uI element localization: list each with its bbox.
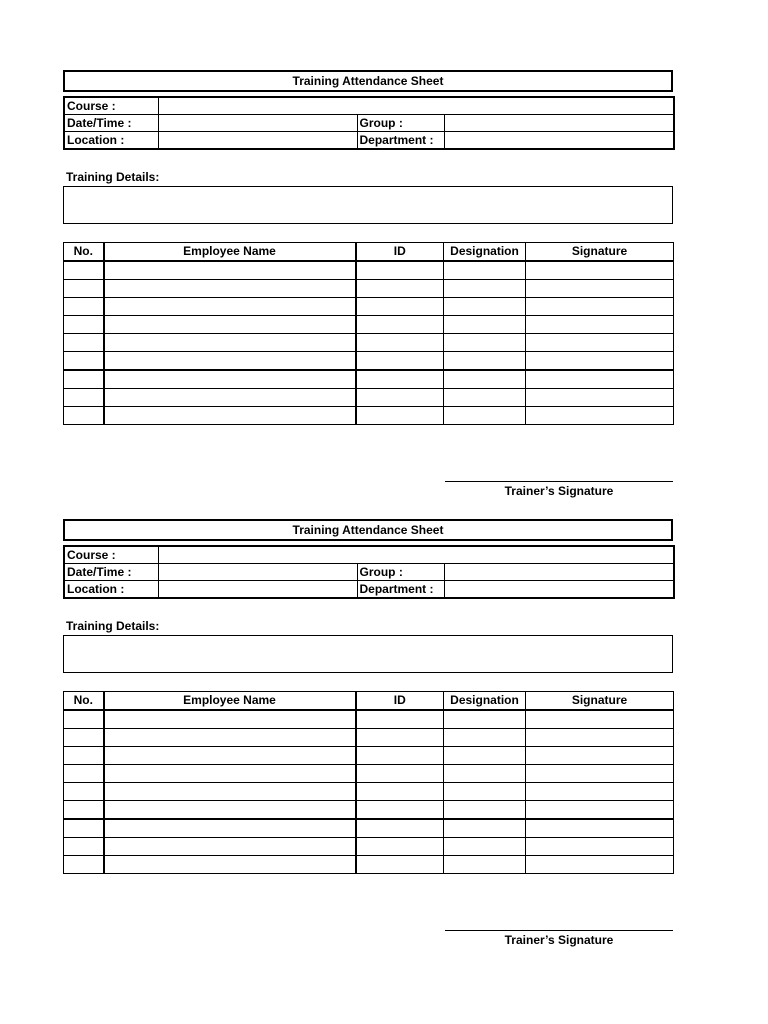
group-label: Group : [357,115,444,132]
location-label: Location : [64,132,158,150]
cell-no[interactable] [64,747,104,765]
cell-id[interactable] [356,838,444,856]
trainer-signature-label: Trainer’s Signature [504,933,614,947]
cell-no[interactable] [64,389,104,407]
location-label: Location : [64,581,158,599]
cell-signature[interactable] [526,316,674,334]
cell-designation[interactable] [444,710,526,729]
course-info-table [63,96,675,150]
cell-employee-name[interactable] [104,783,356,801]
cell-designation[interactable] [444,389,526,407]
cell-signature[interactable] [526,389,674,407]
cell-signature[interactable] [526,819,674,838]
cell-designation[interactable] [444,765,526,783]
trainer-signature-label: Trainer’s Signature [504,484,614,498]
cell-designation[interactable] [444,316,526,334]
cell-signature[interactable] [526,370,674,389]
department-label: Department : [357,132,444,150]
table-row [64,280,674,298]
location-field[interactable] [158,132,357,150]
column-header-employee-name: Employee Name [104,243,356,262]
department-label: Department : [357,581,444,599]
cell-designation[interactable] [444,819,526,838]
cell-no[interactable] [64,765,104,783]
cell-employee-name[interactable] [104,316,356,334]
cell-employee-name[interactable] [104,370,356,389]
cell-no[interactable] [64,352,104,371]
cell-no[interactable] [64,298,104,316]
table-row [64,316,674,334]
attendance-table [63,691,674,874]
cell-id[interactable] [356,352,444,371]
cell-no[interactable] [64,856,104,874]
cell-designation[interactable] [444,261,526,280]
trainer-signature-line[interactable] [445,930,673,931]
cell-signature[interactable] [526,765,674,783]
cell-signature[interactable] [526,280,674,298]
course-field[interactable] [158,546,674,564]
cell-signature[interactable] [526,729,674,747]
cell-employee-name[interactable] [104,747,356,765]
table-row [64,819,674,838]
cell-employee-name[interactable] [104,819,356,838]
cell-designation[interactable] [444,352,526,371]
column-header-signature: Signature [526,243,674,262]
course-label: Course : [64,97,158,115]
group-field[interactable] [444,115,674,132]
cell-no[interactable] [64,801,104,820]
attendance-table [63,242,674,425]
cell-signature[interactable] [526,801,674,820]
column-header-designation: Designation [444,692,526,711]
cell-id[interactable] [356,370,444,389]
cell-id[interactable] [356,729,444,747]
table-row [64,352,674,371]
table-row [64,389,674,407]
cell-employee-name[interactable] [104,334,356,352]
cell-signature[interactable] [526,783,674,801]
cell-employee-name[interactable] [104,729,356,747]
location-field[interactable] [158,581,357,599]
cell-employee-name[interactable] [104,280,356,298]
column-header-employee-name: Employee Name [104,692,356,711]
table-row [64,407,674,425]
cell-no[interactable] [64,783,104,801]
training-details-label: Training Details: [66,170,160,184]
cell-id[interactable] [356,765,444,783]
cell-signature[interactable] [526,710,674,729]
course-field[interactable] [158,97,674,115]
cell-no[interactable] [64,316,104,334]
cell-employee-name[interactable] [104,389,356,407]
cell-signature[interactable] [526,407,674,425]
cell-no[interactable] [64,729,104,747]
table-row [64,838,674,856]
course-label: Course : [64,546,158,564]
cell-signature[interactable] [526,298,674,316]
datetime-field[interactable] [158,115,357,132]
table-row [64,261,674,280]
cell-id[interactable] [356,316,444,334]
cell-employee-name[interactable] [104,856,356,874]
cell-id[interactable] [356,710,444,729]
cell-designation[interactable] [444,783,526,801]
cell-no[interactable] [64,261,104,280]
column-header-id: ID [356,243,444,262]
cell-signature[interactable] [526,856,674,874]
cell-id[interactable] [356,783,444,801]
datetime-label: Date/Time : [64,115,158,132]
department-field[interactable] [444,132,674,150]
cell-signature[interactable] [526,334,674,352]
cell-id[interactable] [356,334,444,352]
cell-designation[interactable] [444,838,526,856]
cell-id[interactable] [356,747,444,765]
cell-designation[interactable] [444,801,526,820]
table-row [64,370,674,389]
cell-id[interactable] [356,856,444,874]
cell-signature[interactable] [526,838,674,856]
cell-designation[interactable] [444,747,526,765]
cell-designation[interactable] [444,334,526,352]
cell-id[interactable] [356,801,444,820]
cell-designation[interactable] [444,298,526,316]
table-row [64,298,674,316]
table-row [64,747,674,765]
cell-id[interactable] [356,280,444,298]
cell-signature[interactable] [526,261,674,280]
cell-employee-name[interactable] [104,352,356,371]
trainer-signature-line[interactable] [445,481,673,482]
table-row [64,710,674,729]
cell-employee-name[interactable] [104,710,356,729]
column-header-no: No. [64,243,104,262]
cell-id[interactable] [356,407,444,425]
cell-id[interactable] [356,819,444,838]
cell-no[interactable] [64,370,104,389]
cell-employee-name[interactable] [104,801,356,820]
table-row [64,783,674,801]
sheet-title: Training Attendance Sheet [63,519,673,541]
training-details-label: Training Details: [66,619,160,633]
cell-signature[interactable] [526,747,674,765]
table-row [64,729,674,747]
group-label: Group : [357,564,444,581]
training-details-field[interactable] [63,635,673,673]
cell-id[interactable] [356,261,444,280]
training-details-field[interactable] [63,186,673,224]
sheet-title: Training Attendance Sheet [63,70,673,92]
cell-signature[interactable] [526,352,674,371]
datetime-field[interactable] [158,564,357,581]
course-info-table [63,545,675,599]
cell-employee-name[interactable] [104,838,356,856]
table-row [64,801,674,820]
cell-no[interactable] [64,838,104,856]
cell-no[interactable] [64,710,104,729]
cell-designation[interactable] [444,370,526,389]
cell-id[interactable] [356,389,444,407]
cell-employee-name[interactable] [104,298,356,316]
cell-employee-name[interactable] [104,407,356,425]
cell-employee-name[interactable] [104,765,356,783]
table-row [64,765,674,783]
department-field[interactable] [444,581,674,599]
cell-no[interactable] [64,280,104,298]
column-header-no: No. [64,692,104,711]
cell-designation[interactable] [444,280,526,298]
cell-no[interactable] [64,334,104,352]
cell-designation[interactable] [444,407,526,425]
column-header-id: ID [356,692,444,711]
datetime-label: Date/Time : [64,564,158,581]
cell-designation[interactable] [444,729,526,747]
table-row [64,856,674,874]
cell-employee-name[interactable] [104,261,356,280]
cell-id[interactable] [356,298,444,316]
group-field[interactable] [444,564,674,581]
table-row [64,334,674,352]
column-header-signature: Signature [526,692,674,711]
cell-designation[interactable] [444,856,526,874]
cell-no[interactable] [64,407,104,425]
column-header-designation: Designation [444,243,526,262]
cell-no[interactable] [64,819,104,838]
